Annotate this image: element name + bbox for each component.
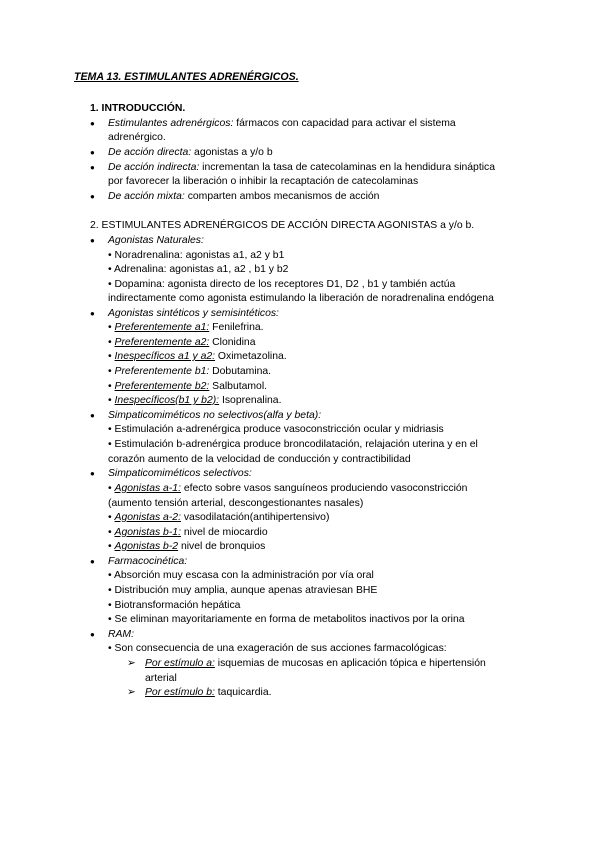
ram-term-2: Por estímulo b:	[145, 687, 215, 698]
no-selectivos-label: Simpaticomiméticos no selectivos(alfa y beta):	[108, 410, 322, 421]
document-title: TEMA 13. ESTIMULANTES ADRENÉRGICOS.	[74, 71, 299, 83]
bullet-icon: ●	[90, 557, 95, 566]
selectivo-item-4: • Agonistas b-2 nivel de bronquios	[108, 541, 266, 552]
ram-arrow-item-2	[145, 686, 272, 699]
intro-item-1-cont: adrenérgico.	[108, 132, 166, 143]
sintetico-item-4	[108, 365, 271, 378]
intro-term-4: De acción mixta:	[108, 191, 185, 202]
sintetico-bullet: •	[108, 351, 115, 362]
selectivo-term-4: Agonistas b-2	[114, 541, 179, 552]
section-2-heading: 2. ESTIMULANTES ADRENÉRGICOS DE ACCIÓN DIRECTA AGONISTAS a y/o b.	[90, 220, 475, 231]
sintetico-item-5	[108, 380, 267, 393]
farmaco-line-3: • Biotransformación hepática	[108, 600, 241, 611]
sintetico-text-5: Salbutamol.	[209, 381, 268, 392]
sintetico-item-1	[108, 321, 264, 334]
sintetico-bullet: •	[108, 366, 115, 377]
arrow-bullet-icon: ➢	[127, 658, 136, 669]
ram-text-1: isquemias de mucosas en aplicación tópica e hipertensión	[214, 658, 486, 669]
farmaco-line-1: • Absorción muy escasa con la administración por vía oral	[108, 570, 374, 581]
intro-text-2: agonistas a y/o b	[191, 147, 273, 158]
bullet-icon: ●	[90, 236, 95, 245]
no-selectivos-line-3: corazón aumento de la velocidad de conducción y contractibilidad	[108, 454, 411, 465]
ram-label: RAM:	[108, 629, 134, 640]
selectivo-item-1: • Agonistas a-1: efecto sobre vasos sanguíneos produciendo vasoconstricción	[108, 483, 468, 494]
bullet-icon: ●	[90, 119, 95, 128]
intro-item-3-cont: por favorecer la liberación o inhibir la recaptación de catecolaminas	[108, 176, 419, 187]
intro-text-4: comparten ambos mecanismos de acción	[184, 191, 380, 202]
sinteticos-label: Agonistas sintéticos y semisintéticos:	[108, 308, 279, 319]
intro-text-3: incrementan la tasa de catecolaminas en la hendidura sináptica	[199, 162, 496, 173]
sintetico-bullet: •	[108, 381, 115, 392]
sintetico-term-4: Preferentemente b1:	[114, 366, 210, 377]
bullet-icon: ●	[90, 630, 95, 639]
sintetico-text-4: Dobutamina.	[209, 366, 272, 377]
naturales-line-2: • Adrenalina: agonistas a1, a2 , b1 y b2	[108, 264, 289, 275]
sintetico-term-6: Inespecíficos(b1 y b2):	[114, 395, 220, 406]
selectivo-item-3: • Agonistas b-1: nivel de miocardio	[108, 527, 268, 538]
selectivo-text-1: efecto sobre vasos sanguíneos produciendo vasoconstricción	[180, 483, 468, 494]
intro-item-1	[108, 117, 456, 130]
bullet-icon: ●	[90, 469, 95, 478]
bullet-icon: ●	[90, 163, 95, 172]
selectivo-term-2: Agonistas a-2:	[114, 512, 181, 523]
sintetico-text-3: Oximetazolina.	[215, 351, 287, 362]
intro-term-2: De acción directa:	[108, 147, 192, 158]
section-1-heading: 1. INTRODUCCIÓN.	[90, 103, 186, 114]
farmaco-label: Farmacocinética:	[108, 556, 188, 567]
sintetico-item-2	[108, 336, 255, 349]
intro-term-3: De acción indirecta:	[108, 162, 200, 173]
selectivo-item-1-cont: (aumento tensión arterial, descongestionantes nasales)	[108, 498, 364, 509]
naturales-line-4: indirectamente como agonista estimulando la liberación de noradrenalina endógena	[108, 293, 494, 304]
sintetico-term-2: Preferentemente a2:	[114, 337, 210, 348]
sintetico-text-2: Clonidina	[209, 337, 256, 348]
ram-line-1: • Son consecuencia de una exageración de sus acciones farmacológicas:	[108, 643, 447, 654]
bullet-icon: ●	[90, 148, 95, 157]
ram-arrow-item-1-cont: arterial	[145, 673, 177, 684]
sintetico-bullet: •	[108, 337, 115, 348]
bullet-icon: ●	[90, 309, 95, 318]
naturales-line-1: • Noradrenalina: agonistas a1, a2 y b1	[108, 250, 285, 261]
selectivo-item-2: • Agonistas a-2: vasodilatación(antihipertensivo)	[108, 512, 330, 523]
sintetico-item-6	[108, 394, 281, 407]
no-selectivos-line-2: • Estimulación b-adrenérgica produce broncodilatación, relajación uterina y en el	[108, 439, 478, 450]
selectivo-term-3: Agonistas b-1:	[114, 527, 181, 538]
farmaco-line-2: • Distribución muy amplia, aunque apenas atraviesan BHE	[108, 585, 378, 596]
ram-arrow-item-1	[145, 657, 486, 670]
bullet-icon: ●	[90, 192, 95, 201]
sintetico-item-3	[108, 350, 287, 363]
sintetico-text-6: Isoprenalina.	[219, 395, 282, 406]
sintetico-bullet: •	[108, 322, 115, 333]
arrow-bullet-icon: ➢	[127, 687, 136, 698]
ram-term-1: Por estímulo a:	[145, 658, 215, 669]
sintetico-term-1: Preferentemente a1:	[114, 322, 210, 333]
sintetico-bullet: •	[108, 395, 115, 406]
naturales-label: Agonistas Naturales:	[108, 235, 204, 246]
selectivo-text-2: vasodilatación(antihipertensivo)	[180, 512, 330, 523]
intro-text-1: fármacos con capacidad para activar el sistema	[233, 118, 456, 129]
sintetico-text-1: Fenilefrina.	[209, 322, 264, 333]
intro-item-3	[108, 161, 495, 174]
naturales-line-3: • Dopamina: agonista directo de los receptores D1, D2 , b1 y también actúa	[108, 279, 456, 290]
farmaco-line-4: • Se eliminan mayoritariamente en forma de metabolitos inactivos por la orina	[108, 614, 465, 625]
selectivo-text-4: nivel de bronquios	[178, 541, 266, 552]
selectivo-term-1: Agonistas a-1:	[114, 483, 181, 494]
selectivos-label: Simpaticomiméticos selectivos:	[108, 468, 252, 479]
intro-item-4	[108, 190, 379, 203]
intro-term-1: Estimulantes adrenérgicos:	[108, 118, 234, 129]
sintetico-term-5: Preferentemente b2:	[114, 381, 210, 392]
sintetico-term-3: Inespecíficos a1 y a2:	[114, 351, 216, 362]
selectivo-text-3: nivel de miocardio	[180, 527, 268, 538]
ram-text-2: taquicardia.	[214, 687, 272, 698]
intro-item-2	[108, 146, 273, 159]
no-selectivos-line-1: • Estimulación a-adrenérgica produce vasoconstricción ocular y midriasis	[108, 424, 444, 435]
bullet-icon: ●	[90, 411, 95, 420]
